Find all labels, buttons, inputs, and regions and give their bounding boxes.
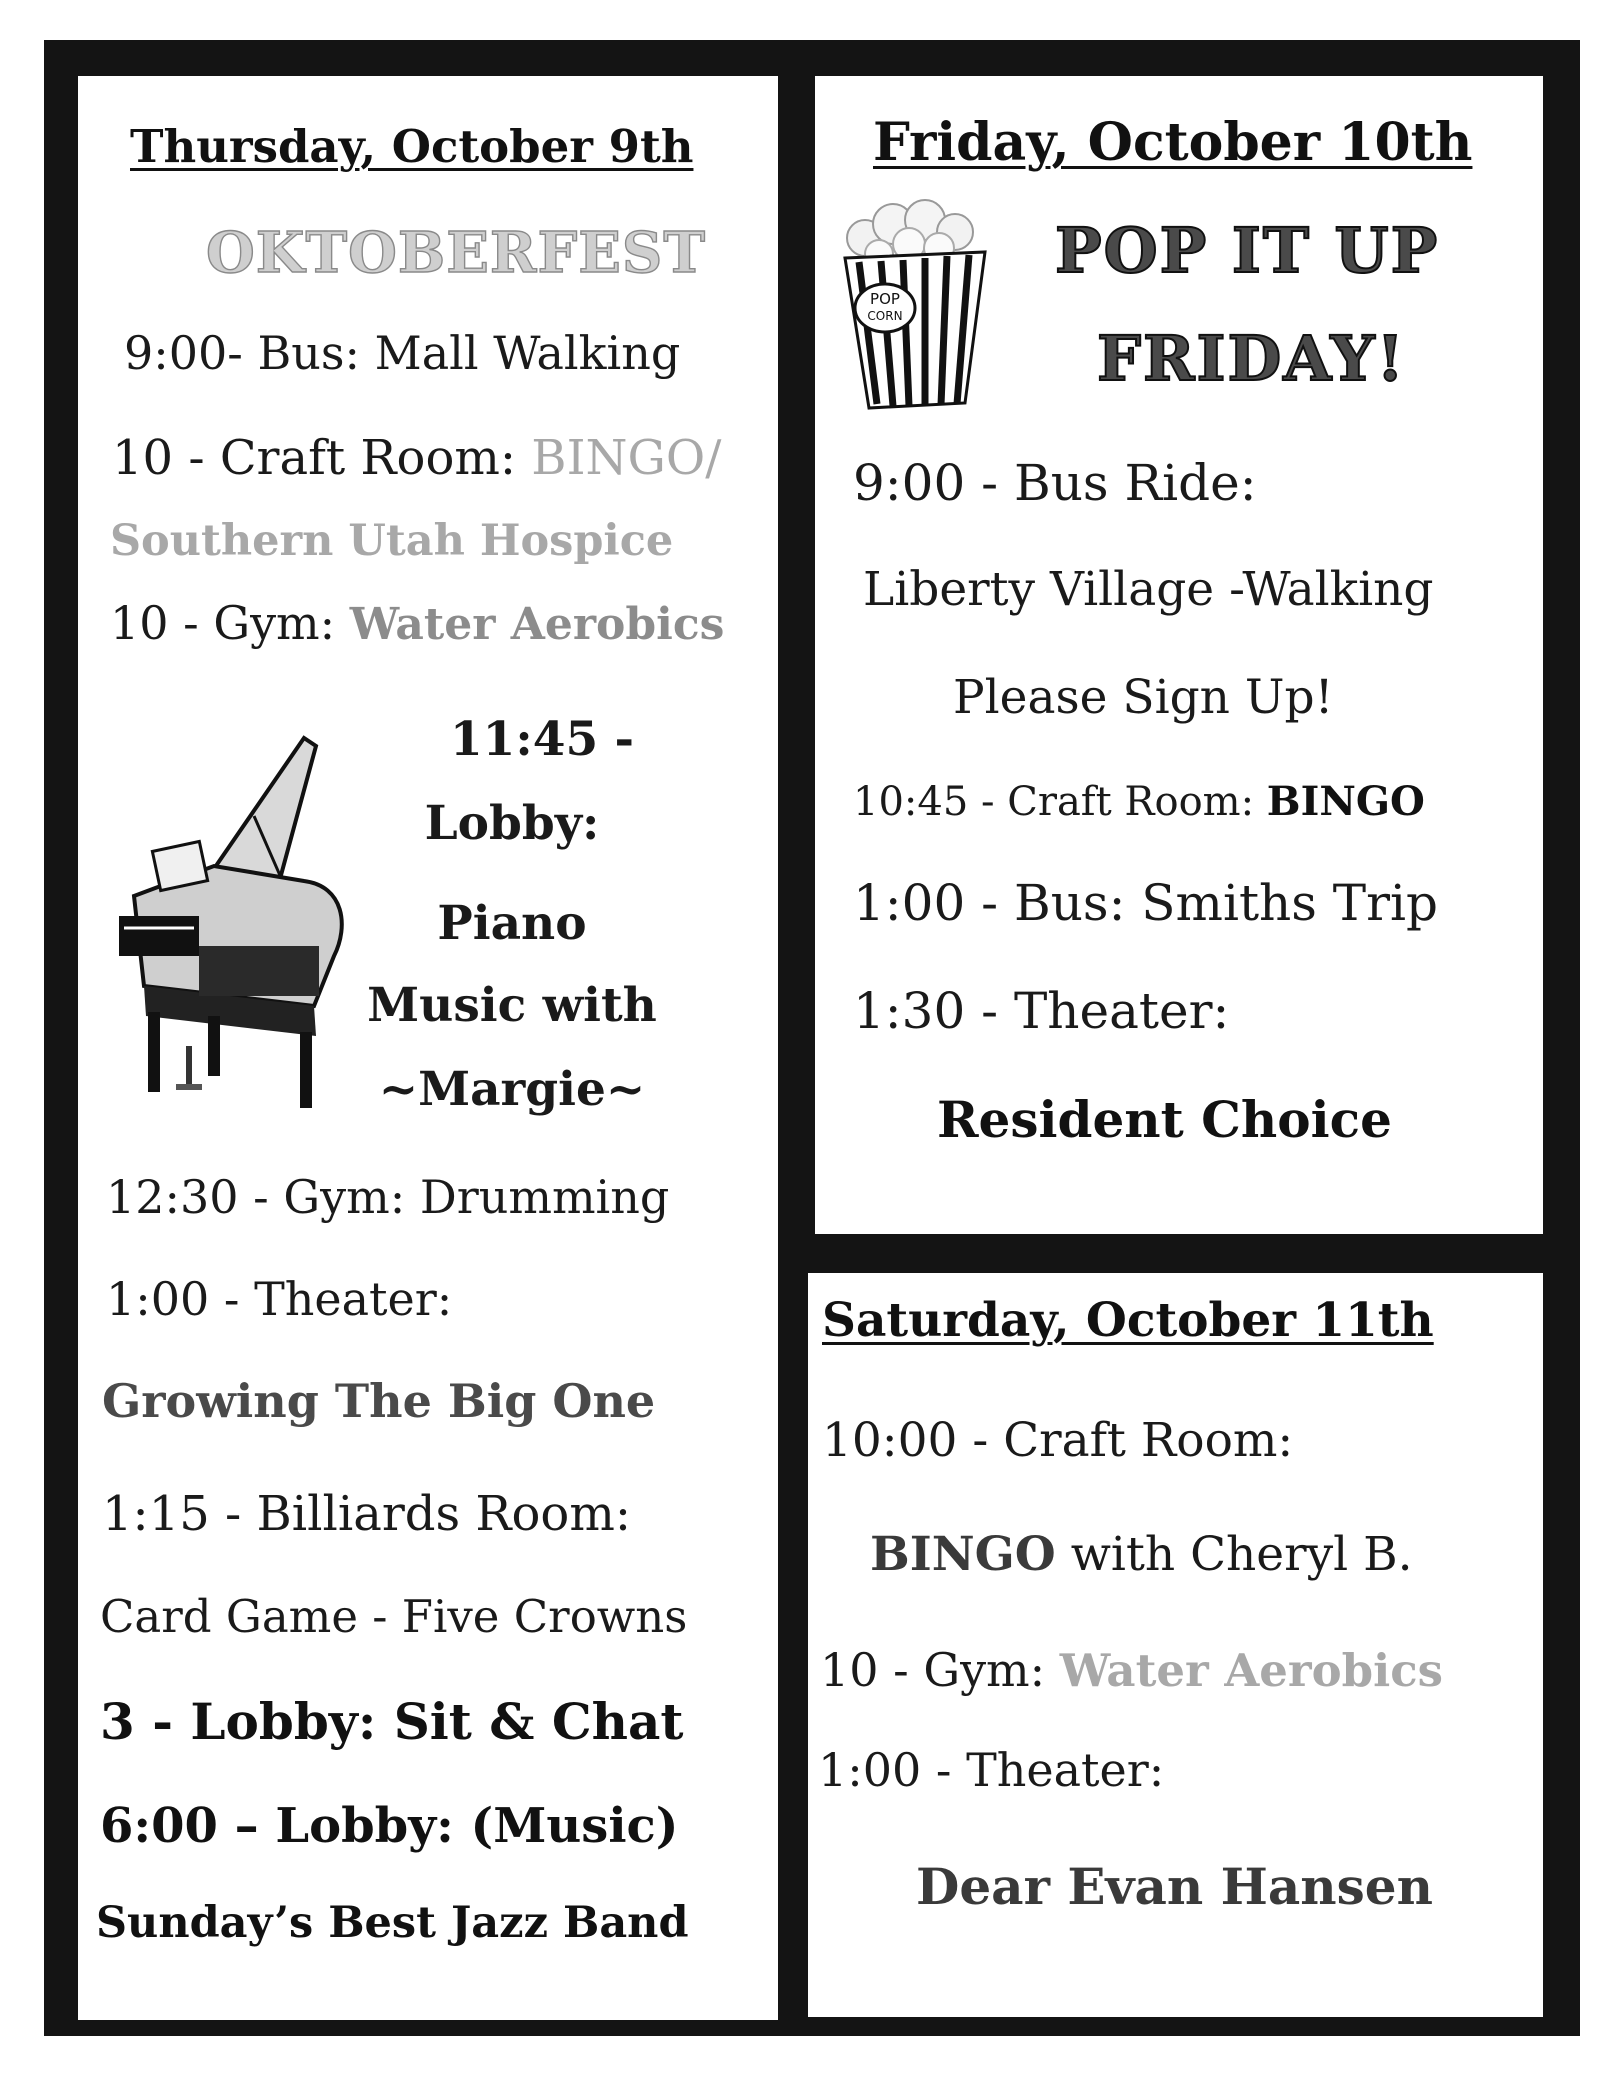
hospice-sponsor: Southern Utah Hospice bbox=[110, 516, 674, 566]
water-aerobics-event: 10 - Gym: Water Aerobics bbox=[110, 596, 725, 650]
jazz-band: Sunday’s Best Jazz Band bbox=[96, 1898, 689, 1948]
saturday-panel bbox=[808, 1273, 1543, 2017]
grand-piano-icon bbox=[104, 716, 354, 1116]
saturday-heading: Saturday, October 11th bbox=[822, 1293, 1434, 1348]
dear-evan-hansen: Dear Evan Hansen bbox=[916, 1857, 1433, 1916]
oktoberfest-banner: OKTOBERFEST bbox=[206, 220, 707, 286]
piano-title: Piano bbox=[437, 896, 587, 951]
movie-title: Growing The Big One bbox=[102, 1374, 656, 1428]
bingo-cheryl-event: BINGO with Cheryl B. bbox=[870, 1527, 1413, 1582]
resident-choice: Resident Choice bbox=[937, 1090, 1392, 1149]
popcorn-box-icon bbox=[835, 198, 995, 413]
friday-panel bbox=[815, 76, 1543, 1234]
piano-time: 11:45 - bbox=[449, 712, 635, 767]
saturday-theater-time: 1:00 - Theater: bbox=[818, 1743, 1165, 1797]
friday-banner: FRIDAY! bbox=[1097, 322, 1406, 395]
liberty-village-walking: Liberty Village -Walking bbox=[863, 562, 1434, 617]
drumming-event: 12:30 - Gym: Drumming bbox=[106, 1170, 670, 1224]
smiths-trip-event: 1:00 - Bus: Smiths Trip bbox=[853, 874, 1439, 932]
piano-subtitle: Music with bbox=[367, 978, 657, 1033]
friday-heading: Friday, October 10th bbox=[873, 112, 1473, 173]
saturday-water-aerobics: 10 - Gym: Water Aerobics bbox=[820, 1643, 1443, 1697]
card-game-event: Card Game - Five Crowns bbox=[100, 1590, 688, 1643]
billiards-event: 1:15 - Billiards Room: bbox=[102, 1486, 632, 1542]
pop-it-up-banner: POP IT UP bbox=[1055, 214, 1440, 287]
piano-performer: ~Margie~ bbox=[378, 1062, 646, 1117]
thursday-heading: Thursday, October 9th bbox=[130, 120, 694, 173]
popcorn-label-pop: POP bbox=[870, 290, 900, 308]
piano-location: Lobby: bbox=[424, 796, 600, 851]
thursday-panel bbox=[78, 76, 778, 2020]
craft-bingo-event: 10 - Craft Room: BINGO/ bbox=[112, 430, 722, 486]
bus-ride-event: 9:00 - Bus Ride: bbox=[853, 454, 1257, 512]
sign-up-note: Please Sign Up! bbox=[953, 670, 1334, 725]
friday-theater-time: 1:30 - Theater: bbox=[853, 982, 1230, 1040]
mall-walking-event: 9:00- Bus: Mall Walking bbox=[124, 326, 681, 380]
popcorn-label-corn: CORN bbox=[867, 309, 903, 323]
saturday-craft-event: 10:00 - Craft Room: bbox=[822, 1413, 1294, 1468]
sit-chat-event: 3 - Lobby: Sit & Chat bbox=[100, 1692, 684, 1751]
music-event: 6:00 – Lobby: (Music) bbox=[100, 1798, 679, 1854]
friday-bingo-event: 10:45 - Craft Room: BINGO bbox=[853, 778, 1425, 825]
theater-time: 1:00 - Theater: bbox=[106, 1272, 453, 1326]
